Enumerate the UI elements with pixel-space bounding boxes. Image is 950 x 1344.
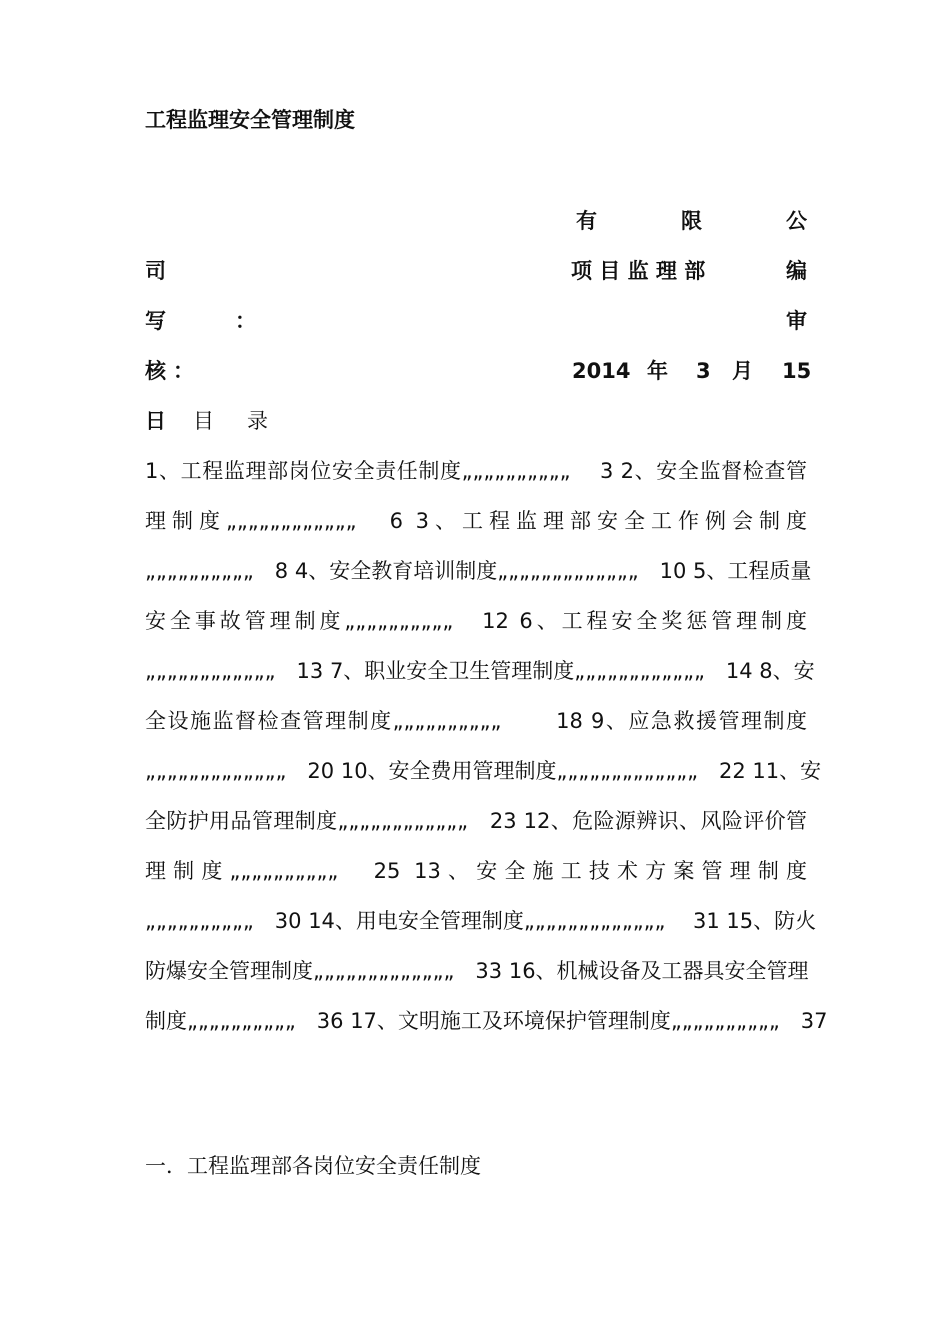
date-month: 3 (696, 359, 711, 383)
date-year: 2014 (572, 359, 631, 383)
dept-name: 项 目 监 理 部 (571, 259, 706, 283)
section-heading: 一．工程监理部各岗位安全责任制度 (145, 1154, 481, 1178)
date-day: 15 (782, 359, 812, 383)
company-end-char: 司 (145, 259, 166, 283)
date-day-unit: 日 (145, 409, 166, 433)
cover-line-compile (145, 296, 807, 346)
cover-line-company (145, 196, 807, 246)
company-char-1: 有 (576, 209, 597, 233)
review-colon: ： (173, 359, 194, 383)
review-label-start: 审 (786, 309, 807, 333)
toc-line: 全防护用品管理制度„„„„„„„„„„„„ 23 12、危险源辨识、风险评价管 (145, 809, 807, 833)
toc-line: „„„„„„„„„„„„ 13 7、职业安全卫生管理制度„„„„„„„„„„„„ 14 8、安 (145, 659, 815, 683)
date-month-unit: 月 (732, 359, 753, 383)
toc-line: 安全事故管理制度„„„„„„„„„„ 12 6、工程安全奖惩管理制度 (145, 609, 807, 633)
cover-line-toc-title (145, 396, 807, 446)
document-title: 工程监理安全管理制度 (145, 108, 355, 132)
compile-colon: ： (235, 309, 256, 333)
toc-line: 理制度„„„„„„„„„„ 25 13、安全施工技术方案管理制度 (145, 859, 807, 883)
compile-label-end: 写 (145, 309, 166, 333)
review-label-end: 核 (145, 359, 166, 383)
company-char-3: 公 (786, 209, 807, 233)
company-char-2: 限 (681, 209, 702, 233)
cover-line-dept (145, 246, 807, 296)
toc-line: „„„„„„„„„„ 8 4、安全教育培训制度„„„„„„„„„„„„„ 10 5、工程质量 (145, 559, 812, 583)
toc-line: 防爆安全管理制度„„„„„„„„„„„„„ 33 16、机械设备及工器具安全管理 (145, 959, 809, 983)
toc-line: 制度„„„„„„„„„„ 36 17、文明施工及环境保护管理制度„„„„„„„„„„ 37 (145, 1009, 828, 1033)
toc-line: 全设施监督检查管理制度„„„„„„„„„„ 18 9、应急救援管理制度 (145, 709, 807, 733)
cover-line-review-date (145, 346, 812, 396)
compile-label-start: 编 (786, 259, 807, 283)
toc-line: 1、工程监理部岗位安全责任制度„„„„„„„„„„ 3 2、安全监督检查管 (145, 459, 807, 483)
toc-line: „„„„„„„„„„„„„ 20 10、安全费用管理制度„„„„„„„„„„„„„ 22 11、安 (145, 759, 822, 783)
date-year-unit: 年 (647, 359, 668, 383)
toc-title: 目 录 (193, 409, 274, 433)
toc-line: 理制度„„„„„„„„„„„„ 6 3、工程监理部安全工作例会制度 (145, 509, 807, 533)
toc-line: „„„„„„„„„„ 30 14、用电安全管理制度„„„„„„„„„„„„„ 31 15、防火 (145, 909, 817, 933)
